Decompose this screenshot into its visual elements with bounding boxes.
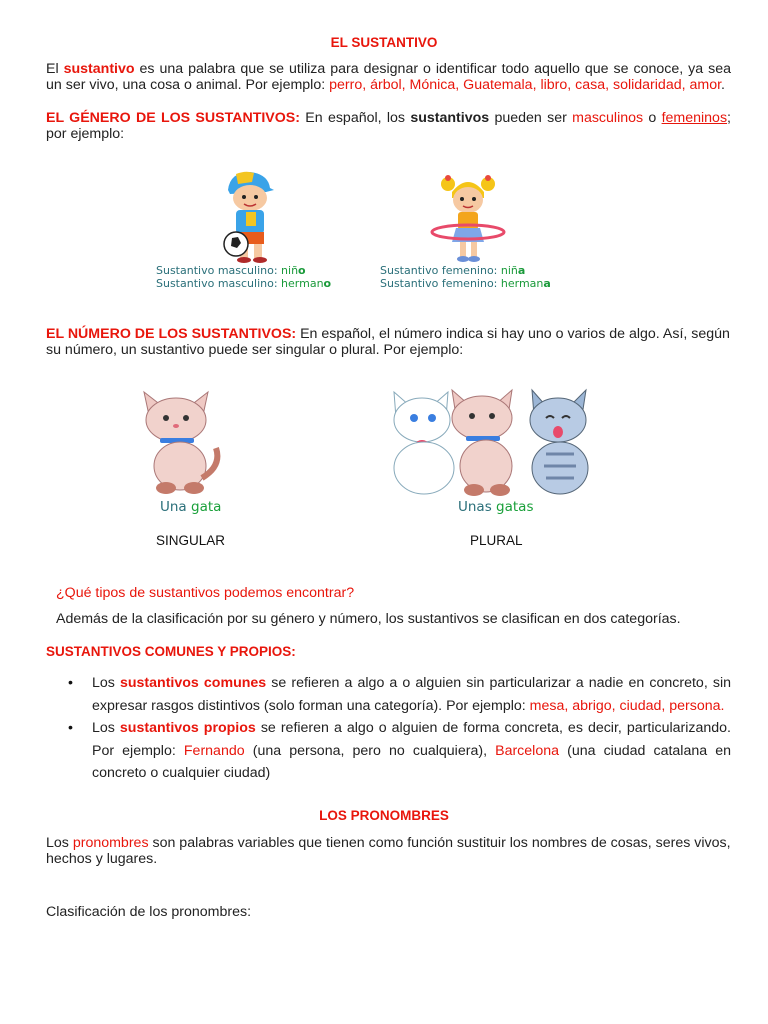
list-text: Los (92, 720, 120, 737)
caption-line (380, 264, 551, 277)
pronouns-paragraph (46, 835, 731, 868)
caption-line (156, 264, 331, 277)
caption-ending: a (543, 277, 551, 290)
caption-ending: o (323, 277, 332, 290)
intro-text: El (46, 61, 64, 77)
cat-single-illustration (136, 386, 224, 498)
proper-example: Fernando (183, 742, 245, 759)
caption-article: Unas (458, 499, 497, 515)
caption-ending: o (298, 264, 306, 277)
caption-label: Sustantivo femenino: (380, 277, 501, 290)
white-cat (394, 392, 454, 494)
keyword-sustantivos: sustantivos (410, 110, 490, 126)
common-examples: mesa, abrigo, ciudad, persona. (529, 697, 725, 714)
caption-word: niñ (281, 264, 299, 277)
singular-label: SINGULAR (156, 533, 226, 548)
keyword-propios: sustantivos propios (119, 720, 256, 737)
keyword-masculinos: masculinos (572, 110, 644, 126)
list-text: Los (92, 675, 120, 691)
page-title: EL SUSTANTIVO (330, 35, 438, 50)
caption-article: Una (160, 499, 192, 515)
pronouns-text: son palabras variables que tienen como función sustituir los nombres de cosas, seres vivos, hechos y lugares. (46, 835, 731, 868)
number-paragraph (46, 326, 731, 359)
list-text: (una persona, pero no cualquiera), (244, 742, 496, 759)
caption-noun: gata (191, 499, 222, 515)
list-item (46, 672, 731, 717)
caption-ending: a (517, 264, 526, 277)
gender-text: o (643, 110, 662, 126)
pronouns-text: Los (46, 835, 73, 851)
gender-text: En español, los (300, 110, 411, 126)
proper-example: Barcelona (495, 742, 559, 759)
caption-word: niñ (500, 264, 518, 277)
list-text: se refieren a algo a o alguien sin particularizar a nadie en concreto, sin expresar rasgos distintivos (solo forman una categoría). Por ejemplo: (92, 675, 731, 714)
feminine-caption (380, 264, 551, 290)
intro-text: es una palabra que se utiliza para designar o identificar todo aquello que se conoce, ya sea un ser vivo, una cosa o animal. Por ejemplo: (46, 61, 731, 94)
gender-text: ; por ejemplo: (46, 110, 731, 143)
cats-plural-illustration (386, 384, 596, 500)
singular-caption (160, 499, 221, 515)
types-text: Además de la clasificación por su género y número, los sustantivos se clasifican en dos categorías. (56, 611, 681, 627)
keyword-pronombres: pronombres (72, 835, 149, 851)
noun-types-list (46, 672, 731, 785)
types-question: ¿Qué tipos de sustantivos podemos encontrar? (56, 585, 355, 601)
list-text: se refieren a algo o alguien de forma concreta, es decir, particularizando. Por ejemplo: (92, 720, 731, 759)
caption-label: Sustantivo femenino: (380, 264, 501, 277)
caption-label: Sustantivo masculino: (156, 277, 282, 290)
masculine-caption (156, 264, 331, 290)
list-text: (una ciudad catalana en concreto o cualquier ciudad) (92, 742, 731, 782)
blue-cat (530, 390, 588, 494)
gender-heading: EL GÉNERO DE LOS SUSTANTIVOS: (46, 110, 300, 126)
keyword-comunes: sustantivos comunes (119, 675, 267, 691)
pronouns-heading: LOS PRONOMBRES (319, 808, 449, 823)
caption-word: herman (281, 277, 324, 290)
girl-illustration (426, 168, 510, 264)
number-heading: EL NÚMERO DE LOS SUSTANTIVOS: (46, 326, 297, 342)
pink-cat (452, 390, 512, 496)
keyword-sustantivo: sustantivo (63, 61, 135, 77)
intro-examples: perro, árbol, Mónica, Guatemala, libro, casa, solidaridad, amor (329, 77, 722, 94)
intro-paragraph (46, 61, 731, 94)
pronouns-classification: Clasificación de los pronombres: (46, 904, 252, 920)
number-text: En español, el número indica si hay uno o varios de algo. Así, según su número, un sustantivo puede ser singular o plural. Por ejemplo: (46, 326, 730, 359)
list-item (46, 717, 731, 785)
caption-label: Sustantivo masculino: (156, 264, 282, 277)
caption-line (380, 277, 551, 290)
plural-label: PLURAL (470, 533, 523, 548)
plural-caption (458, 499, 534, 515)
keyword-femeninos: femeninos (661, 110, 728, 126)
caption-noun: gatas (496, 499, 534, 515)
caption-line (156, 277, 331, 290)
gender-paragraph (46, 110, 731, 143)
gender-text: pueden ser (489, 110, 573, 126)
boy-illustration (216, 168, 278, 264)
intro-text: . (721, 77, 725, 94)
common-proper-heading: SUSTANTIVOS COMUNES Y PROPIOS: (46, 644, 296, 659)
caption-word: herman (500, 277, 544, 290)
